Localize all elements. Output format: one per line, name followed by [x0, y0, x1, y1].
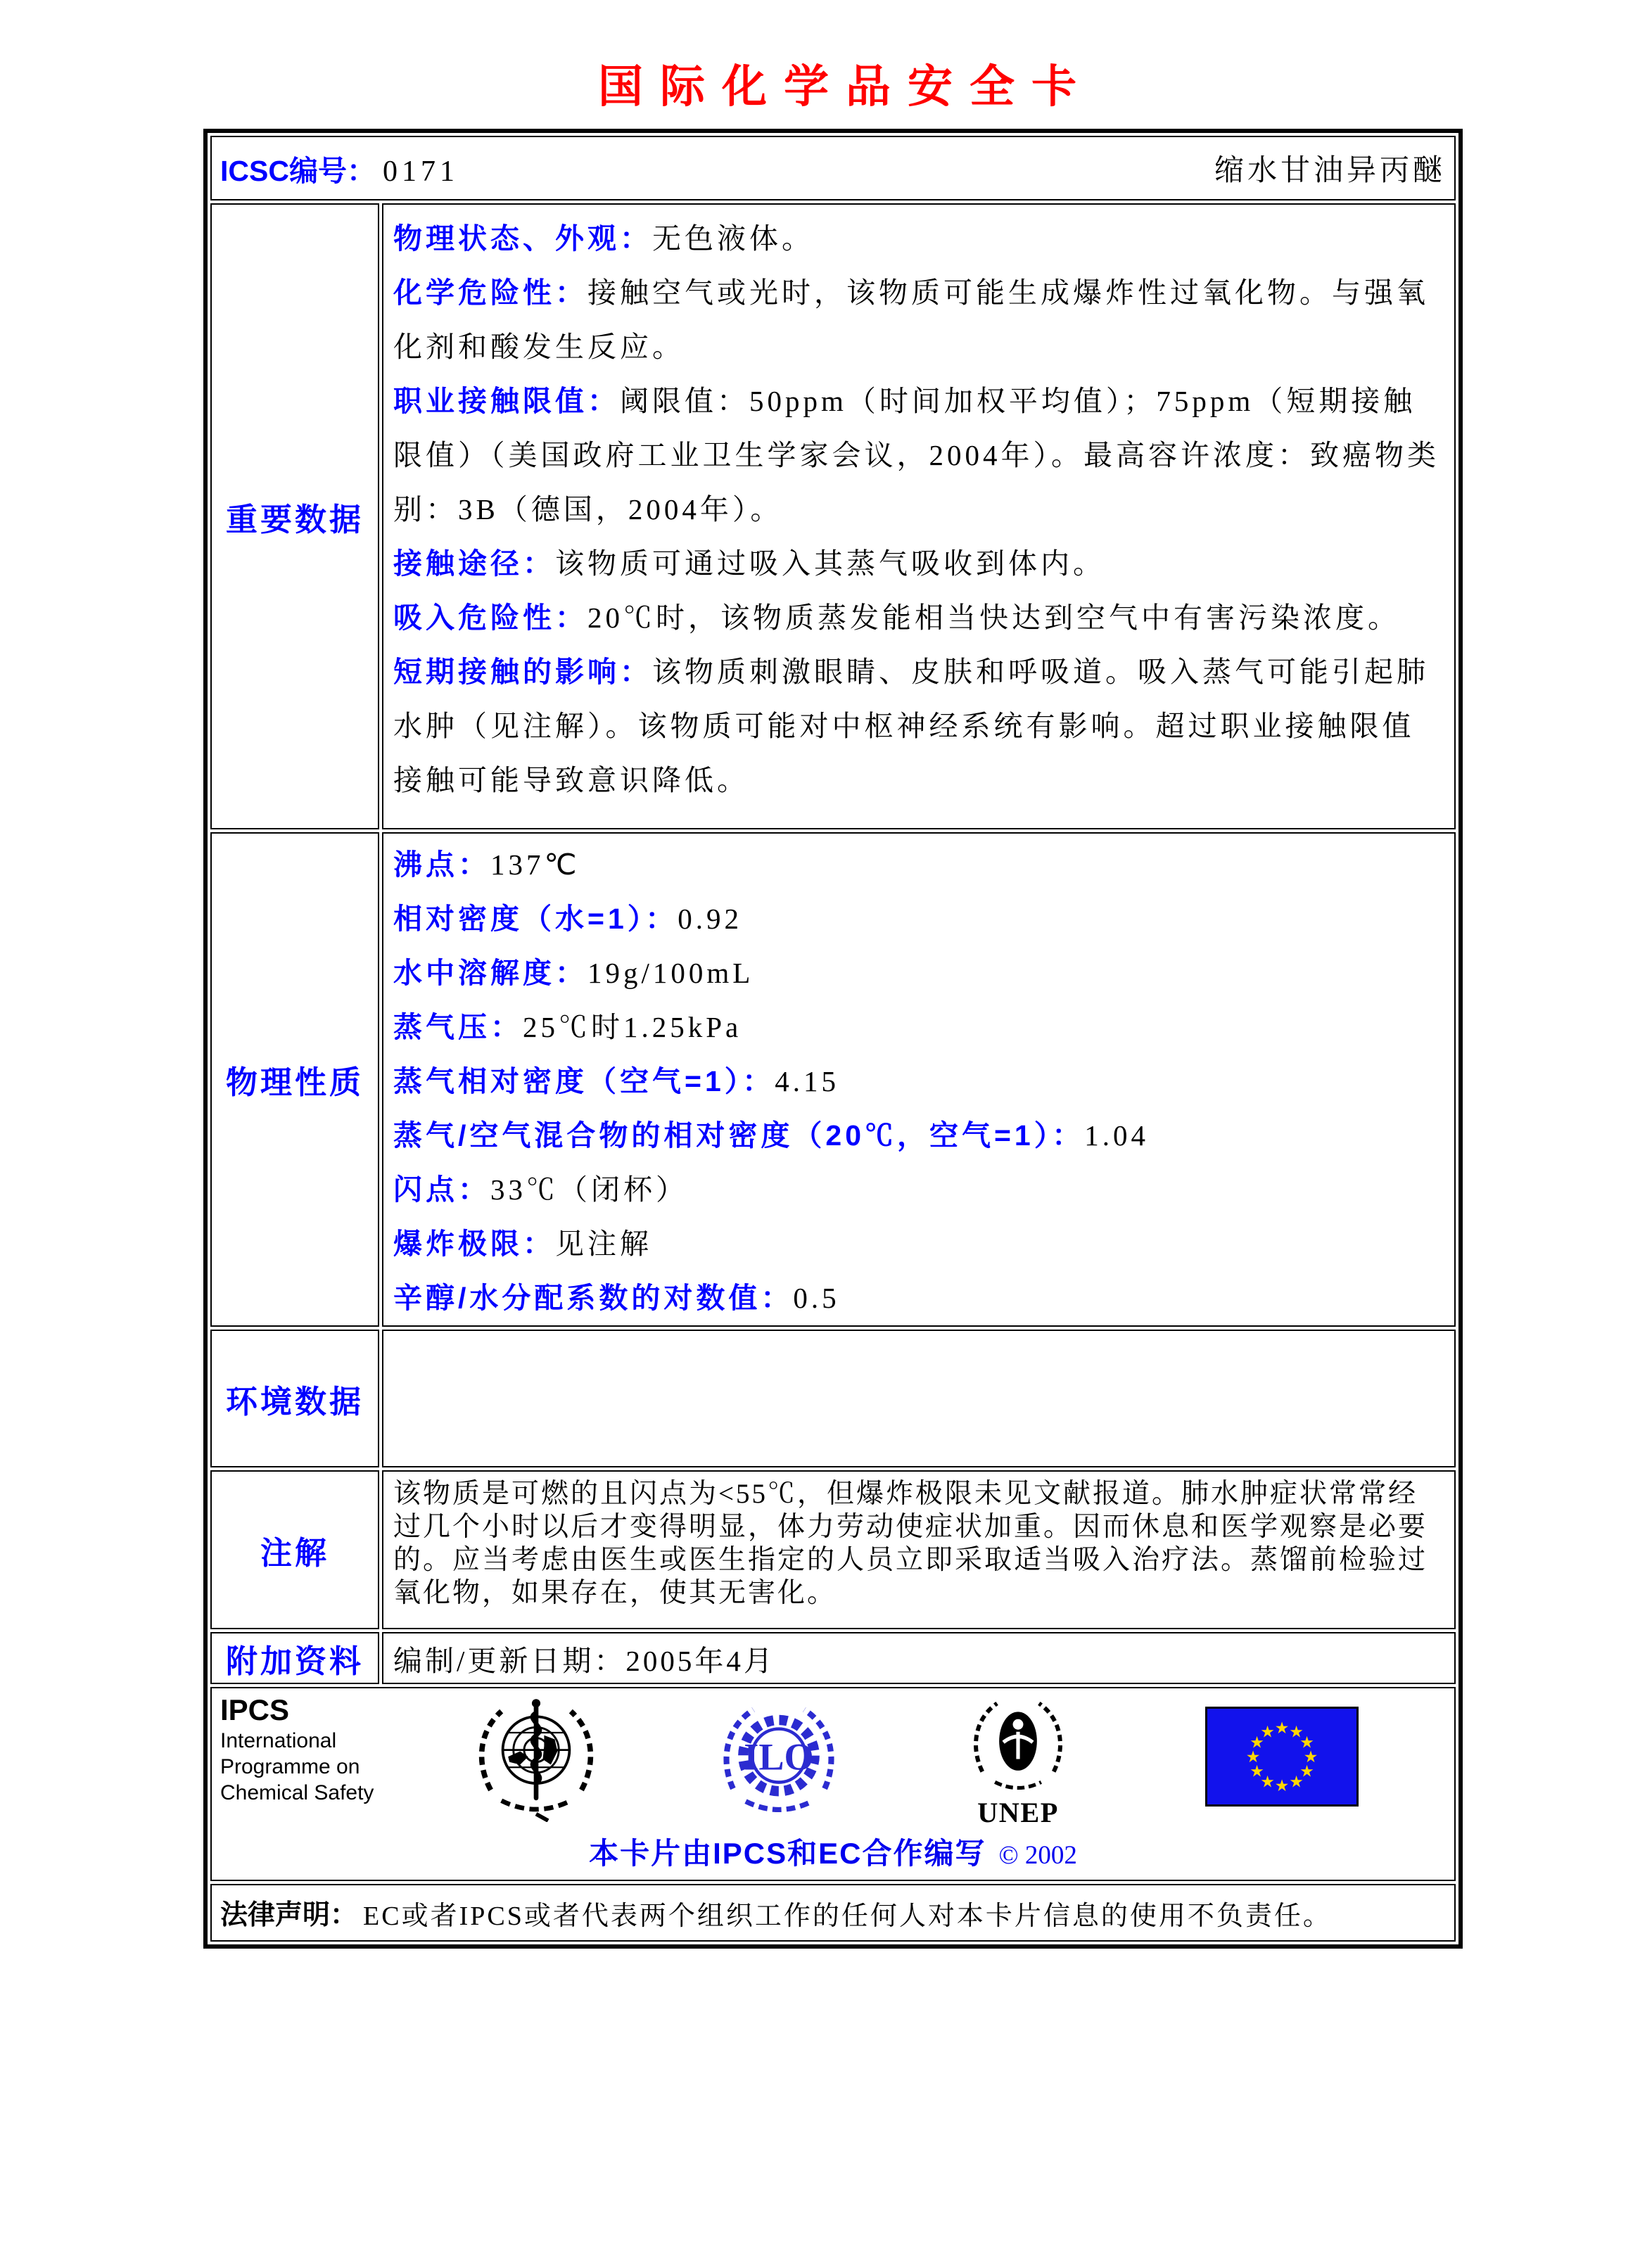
- item-label: 水中溶解度：: [393, 957, 587, 989]
- item-value: 25℃时1.25kPa: [523, 1011, 742, 1043]
- credit-line: [212, 1828, 1454, 1880]
- item-label: 职业接触限值：: [393, 385, 620, 417]
- physical-property-item: [393, 1055, 1444, 1109]
- section-content-important-data: [382, 203, 1456, 829]
- important-data-item: [393, 212, 1444, 266]
- item-label: 沸点：: [393, 848, 490, 881]
- physical-property-item: [393, 1109, 1444, 1163]
- item-value: 4.15: [775, 1065, 839, 1097]
- svg-text:★: ★: [1260, 1723, 1275, 1742]
- svg-text:★: ★: [1245, 1748, 1261, 1766]
- item-value: 接触空气或光时，该物质可能生成爆炸性过氧化物。与强氧化剂和酸发生反应。: [393, 276, 1429, 363]
- section-content-notes: [382, 1470, 1456, 1629]
- organizations-row: [210, 1687, 1456, 1881]
- item-label: 蒸气压：: [393, 1011, 523, 1043]
- item-label: 爆炸极限：: [393, 1228, 555, 1260]
- notes-text: 该物质是可燃的且闪点为<55℃，但爆炸极限未见文献报道。肺水肿症状常常经过几个小时以后才变得明显，体力劳动使症状加重。因而休息和医学观察是必要的。应当考虑由医生或医生指定的人员立即采取适当吸入治疗法。蒸馏前检验过氧化物，如果存在，使其无害化。: [393, 1479, 1428, 1608]
- section-label-text: 环境数据: [225, 1383, 364, 1420]
- section-label-environmental-data: [210, 1330, 379, 1467]
- ipcs-text-block: [220, 1693, 374, 1806]
- eu-flag-icon: [1205, 1707, 1359, 1807]
- icsc-card-table: [208, 133, 1458, 1944]
- item-value: 1.04: [1084, 1119, 1149, 1152]
- credit-text: 本卡片由IPCS和EC合作编写: [589, 1837, 986, 1870]
- important-data-item: [393, 591, 1444, 645]
- item-label: 短期接触的影响：: [393, 656, 652, 688]
- item-value: 137℃: [490, 848, 580, 881]
- physical-property-item: [393, 946, 1444, 1000]
- physical-property-item: [393, 892, 1444, 946]
- unep-wordmark: UNEP: [977, 1797, 1059, 1826]
- important-data-item: [393, 537, 1444, 591]
- svg-text:★: ★: [1303, 1748, 1318, 1766]
- section-label-text: 重要数据: [225, 501, 364, 537]
- section-label-text: 物理性质: [225, 1064, 364, 1100]
- physical-property-item: [393, 1271, 1444, 1325]
- item-value: 20℃时，该物质蒸发能相当快达到空气中有害污染浓度。: [587, 601, 1400, 634]
- item-label: 接触途径：: [393, 547, 555, 580]
- item-label: 物理状态、外观：: [393, 222, 652, 255]
- svg-text:★: ★: [1289, 1723, 1304, 1742]
- item-value: 该物质刺激眼睛、皮肤和呼吸道。吸入蒸气可能引起肺水肿（见注解）。该物质可能对中枢神经系统有影响。超过职业接触限值接触可能导致意识降低。: [393, 656, 1429, 796]
- logo-area: [212, 1688, 1454, 1828]
- physical-property-item: [393, 1217, 1444, 1271]
- additional-info-text: 编制/更新日期：2005年4月: [393, 1644, 775, 1677]
- unep-logo-icon: [959, 1694, 1077, 1826]
- item-label: 闪点：: [393, 1173, 490, 1206]
- item-value: 0.5: [793, 1282, 840, 1314]
- chemical-name: 缩水甘油异丙醚: [1214, 155, 1446, 187]
- svg-text:★: ★: [1299, 1733, 1314, 1752]
- ilo-logo-icon: [715, 1700, 843, 1819]
- icsc-card: [203, 129, 1463, 1949]
- icsc-number-group: [220, 148, 459, 189]
- section-label-important-data: [210, 203, 379, 829]
- ipcs-line: Chemical Safety: [220, 1781, 374, 1804]
- important-data-item: [393, 645, 1444, 808]
- item-value: 19g/100mL: [587, 957, 754, 989]
- item-label: 吸入危险性：: [393, 601, 587, 634]
- svg-text:★: ★: [1250, 1733, 1264, 1752]
- svg-text:★: ★: [1260, 1773, 1275, 1792]
- important-data-item: [393, 374, 1444, 537]
- section-label-text: 附加资料: [225, 1643, 364, 1679]
- icsc-number-label: ICSC编号：: [220, 154, 376, 187]
- physical-property-item: [393, 838, 1444, 892]
- copyright-text: © 2002: [998, 1841, 1077, 1870]
- svg-text:★: ★: [1289, 1773, 1304, 1792]
- section-label-text: 注解: [260, 1534, 329, 1571]
- item-value: 无色液体。: [652, 222, 814, 255]
- item-value: 见注解: [555, 1228, 652, 1260]
- page-title: 国际化学品安全卡: [598, 60, 1093, 113]
- section-content-physical-properties: [382, 832, 1456, 1327]
- section-content-additional-info: [382, 1632, 1456, 1684]
- svg-text:★: ★: [1274, 1719, 1290, 1738]
- legal-notice-label: 法律声明：: [220, 1900, 358, 1930]
- item-label: 蒸气相对密度（空气=1）：: [393, 1065, 775, 1097]
- card-header-row: [210, 136, 1456, 200]
- ipcs-line: Programme on: [220, 1755, 360, 1778]
- physical-property-item: [393, 1163, 1444, 1217]
- svg-text:★: ★: [1250, 1762, 1264, 1781]
- section-label-notes: [210, 1470, 379, 1629]
- who-logo-icon: [469, 1694, 603, 1822]
- legal-notice-row: [210, 1884, 1456, 1942]
- section-content-environmental-data: [382, 1330, 1456, 1467]
- important-data-item: [393, 266, 1444, 374]
- ipcs-line: International: [220, 1729, 337, 1752]
- ilo-monogram: ILO: [744, 1735, 814, 1778]
- svg-text:★: ★: [1299, 1762, 1314, 1781]
- section-label-additional-info: [210, 1632, 379, 1684]
- item-value: 0.92: [678, 903, 742, 935]
- section-label-physical-properties: [210, 832, 379, 1327]
- item-label: 化学危险性：: [393, 276, 587, 309]
- item-value: 33℃（闭杯）: [490, 1173, 688, 1206]
- physical-property-item: [393, 1000, 1444, 1055]
- ipcs-acronym: IPCS: [220, 1693, 290, 1726]
- item-label: 辛醇/水分配系数的对数值：: [393, 1282, 794, 1314]
- item-value: 阈限值：50ppm（时间加权平均值）；75ppm（短期接触限值）（美国政府工业卫生学家会议，2004年）。最高容许浓度：致癌物类别：3B（德国，2004年）。: [393, 385, 1439, 525]
- icsc-number-value: 0171: [382, 155, 459, 188]
- environmental-data-empty: [383, 1331, 1454, 1466]
- item-label: 相对密度（水=1）：: [393, 903, 678, 935]
- item-label: 蒸气/空气混合物的相对密度（20℃，空气=1）：: [393, 1119, 1085, 1152]
- svg-text:★: ★: [1274, 1777, 1290, 1795]
- item-value: 该物质可通过吸入其蒸气吸收到体内。: [555, 547, 1105, 580]
- legal-notice-text: EC或者IPCS或者代表两个组织工作的任何人对本卡片信息的使用不负责任。: [363, 1901, 1332, 1931]
